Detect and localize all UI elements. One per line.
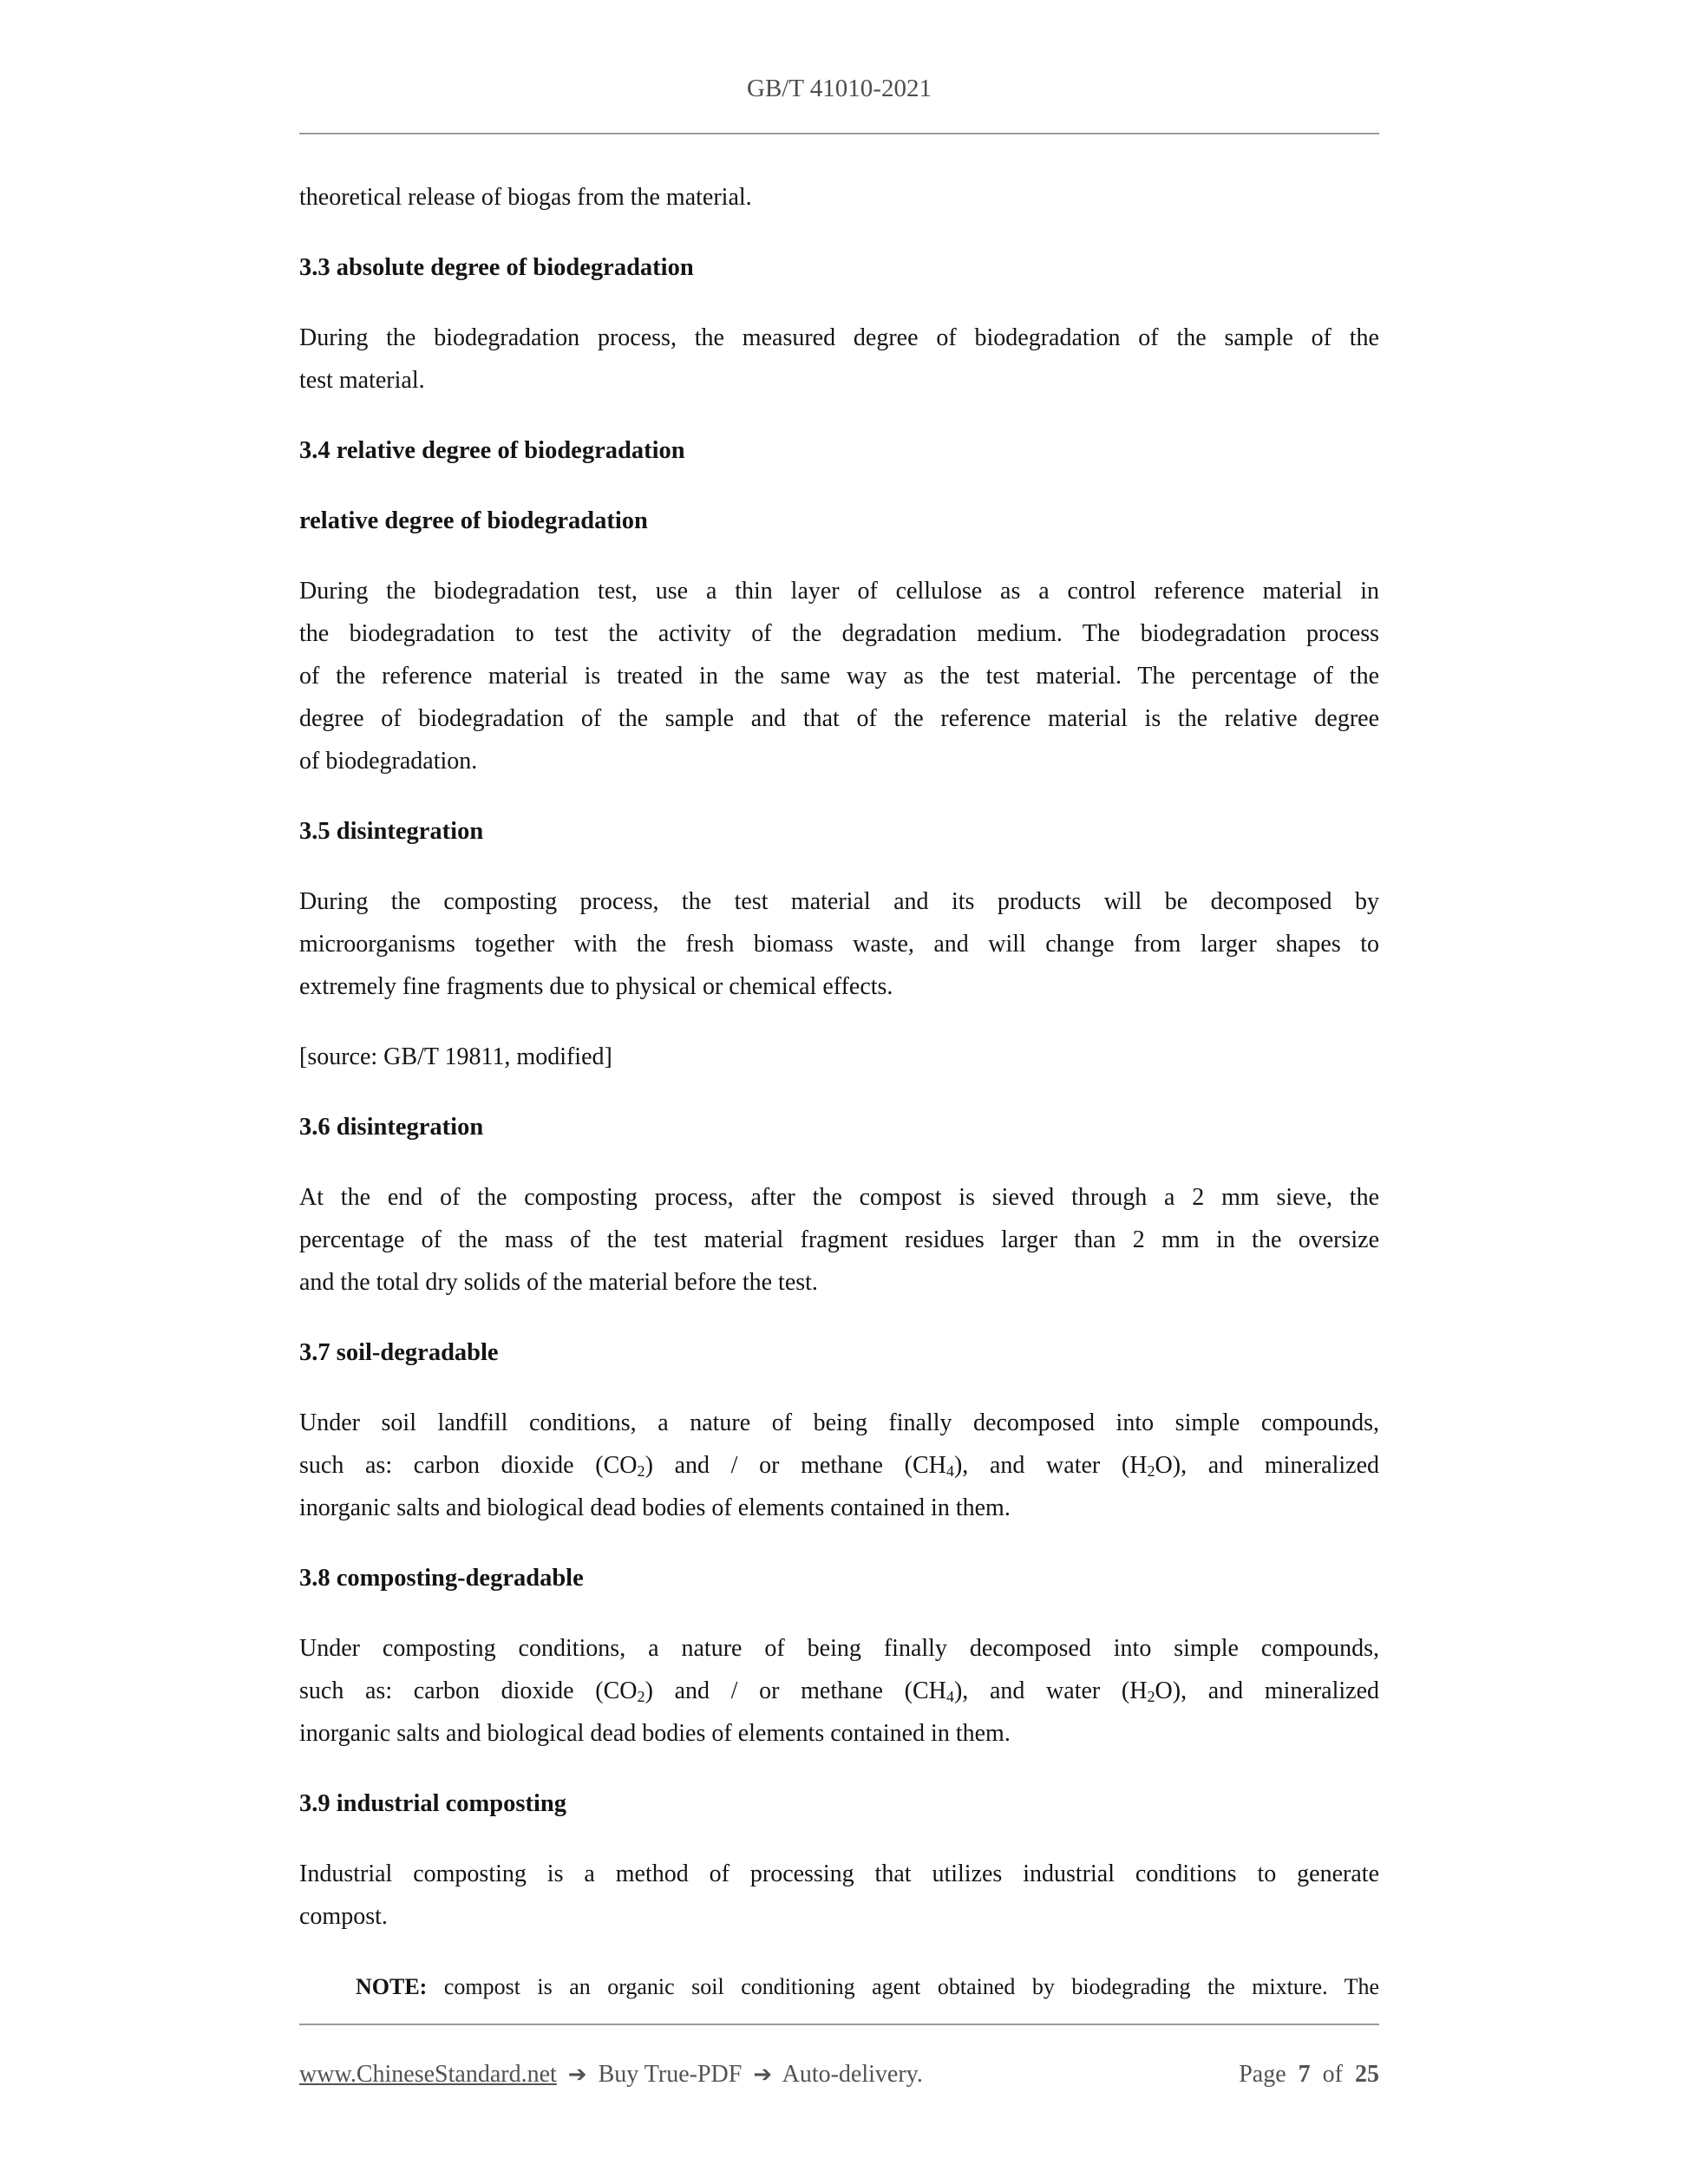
section-heading-3-7: 3.7 soil-degradable	[299, 1339, 499, 1366]
page-current: 7	[1298, 2061, 1311, 2088]
page-label: Page	[1239, 2061, 1286, 2088]
text-line: of the reference material is treated in the same way as the test material. The percentage of the	[299, 663, 1379, 690]
text-line: During the biodegradation test, use a thin layer of cellulose as a control reference material in	[299, 578, 1379, 605]
text-line: compost.	[299, 1903, 388, 1930]
document-body	[299, 176, 1379, 2008]
text-line: Industrial composting is a method of processing that utilizes industrial conditions to generate	[299, 1860, 1379, 1887]
text-line: inorganic salts and biological dead bodies of elements contained in them.	[299, 1720, 1011, 1747]
paragraph-3-4	[299, 570, 1379, 782]
text-line: Under soil landfill conditions, a nature of being finally decomposed into simple compounds,	[299, 1409, 1379, 1436]
text-line: At the end of the composting process, after the compost is sieved through a 2 mm sieve, the	[299, 1184, 1379, 1211]
section-subheading-3-4: relative degree of biodegradation	[299, 507, 648, 534]
text-line: and the total dry solids of the material before the test.	[299, 1269, 818, 1296]
paragraph-3-3	[299, 317, 1379, 402]
text-line: the biodegradation to test the activity of the degradation medium. The biodegradation process	[299, 620, 1379, 647]
text-line: of biodegradation.	[299, 748, 478, 775]
paragraph-3-7	[299, 1402, 1379, 1529]
footer-buy-text: Buy True-PDF	[598, 2061, 743, 2088]
paragraph-3-9	[299, 1853, 1379, 1938]
footer-site-link[interactable]: www.ChineseStandard.net	[299, 2061, 557, 2088]
text-line: microorganisms together with the fresh biomass waste, and will change from larger shapes to	[299, 931, 1379, 958]
text-line: such as: carbon dioxide $(CO_2)$ and / or methane $(CH_4)$, and water $(H_2O)$, and mineralized	[299, 1452, 1379, 1480]
footer-delivery-text: Auto-delivery.	[782, 2061, 923, 2088]
section-heading-3-5: 3.5 disintegration	[299, 818, 484, 845]
section-heading-3-6: 3.6 disintegration	[299, 1114, 484, 1141]
section-heading-3-8: 3.8 composting-degradable	[299, 1565, 584, 1592]
section-heading-3-9: 3.9 industrial composting	[299, 1790, 567, 1817]
footer-rule	[299, 2024, 1379, 2025]
note-paragraph	[299, 1965, 1379, 2008]
header-rule	[299, 133, 1379, 134]
of-label: of	[1322, 2061, 1343, 2088]
note-text: compost is an organic soil conditioning agent obtained by biodegrading the mixture. The	[443, 1974, 1379, 1999]
paragraph-3-8	[299, 1627, 1379, 1755]
doc-number: GB/T 41010-2021	[747, 75, 932, 102]
page-indicator	[1239, 2053, 1379, 2096]
text-line: such as: carbon dioxide $(CO_2)$ and / or methane $(CH_4)$, and water $(H_2O)$, and mineralized	[299, 1677, 1379, 1705]
section-heading-3-4: 3.4 relative degree of biodegradation	[299, 437, 685, 464]
text-line: percentage of the mass of the test material fragment residues larger than 2 mm in the oversize	[299, 1226, 1379, 1253]
section-heading-3-3: 3.3 absolute degree of biodegradation	[299, 254, 694, 281]
text-line: Under composting conditions, a nature of being finally decomposed into simple compounds,	[299, 1635, 1379, 1662]
text-line: extremely fine fragments due to physical or chemical effects.	[299, 973, 893, 1000]
text-line: inorganic salts and biological dead bodies of elements contained in them.	[299, 1494, 1011, 1521]
right-arrow-icon: ➔	[753, 2062, 773, 2088]
footer-info	[299, 2053, 923, 2096]
text-line: degree of biodegradation of the sample and that of the reference material is the relative degree	[299, 705, 1379, 732]
text-line: test material.	[299, 367, 425, 394]
note-label: NOTE:	[356, 1974, 428, 1999]
paragraph-3-5	[299, 880, 1379, 1008]
intro-line: theoretical release of biogas from the material.	[299, 184, 752, 211]
paragraph-3-6	[299, 1176, 1379, 1304]
page-total: 25	[1355, 2061, 1379, 2088]
text-line: During the composting process, the test material and its products will be decomposed by	[299, 888, 1379, 915]
page-footer	[299, 2024, 1379, 2096]
text-line: During the biodegradation process, the measured degree of biodegradation of the sample of the	[299, 324, 1379, 351]
right-arrow-icon: ➔	[567, 2062, 587, 2088]
source-reference: [source: GB/T 19811, modified]	[299, 1043, 612, 1070]
